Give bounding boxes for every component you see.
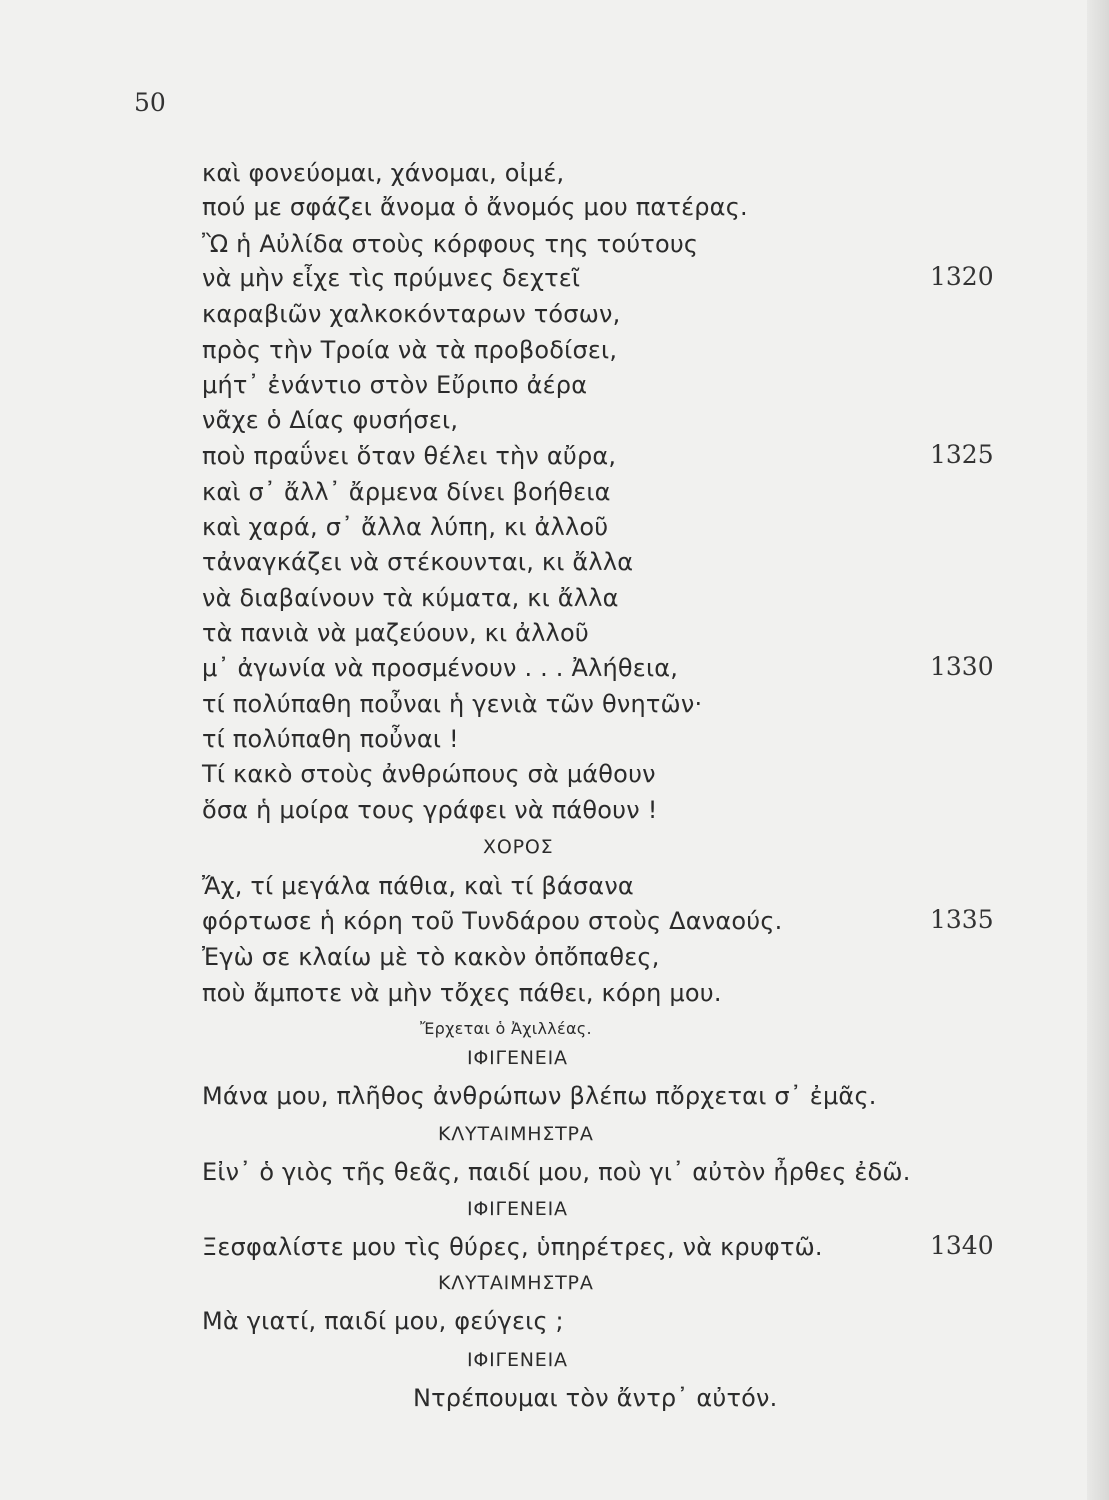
speaker-heading: ΚΛΥΤΑΙΜΗΣΤΡΑ (438, 1123, 594, 1145)
verse-line: μήτ᾿ ἐνάντιο στὸν Εὔριπο ἀέρα (202, 371, 588, 399)
line-number: 1340 (930, 1231, 994, 1260)
chorus-line: Ἐγὼ σε κλαίω μὲ τὸ κακὸν ὀπὄπαθες, (202, 943, 660, 971)
chorus-line: φόρτωσε ἡ κόρη τοῦ Τυνδάρου στοὺς Δαναούς. (202, 907, 783, 935)
speaker-heading: ΧΟΡΟΣ (483, 836, 554, 858)
line-number: 1320 (930, 262, 994, 291)
verse-line: καὶ χαρά, σ᾿ ἄλλα λύπη, κι ἀλλοῦ (202, 513, 609, 541)
chorus-line: ποὺ ἄμποτε νὰ μὴν τὄχες πάθει, κόρη μου. (202, 979, 722, 1007)
stage-direction: Ἔρχεται ὁ Ἀχιλλέας. (420, 1019, 592, 1038)
dialogue-line: Μὰ γιατί, παιδί μου, φεύγεις ; (202, 1307, 564, 1335)
chorus-line: Ἄχ, τί μεγάλα πάθια, καὶ τί βάσανα (202, 872, 634, 900)
verse-line: καὶ σ᾿ ἄλλ᾿ ἄρμενα δίνει βοήθεια (202, 478, 611, 506)
verse-line: καὶ φονεύομαι, χάνομαι, οἰμέ, (202, 159, 565, 187)
line-number: 1330 (930, 652, 994, 681)
speaker-heading: ΚΛΥΤΑΙΜΗΣΤΡΑ (438, 1272, 594, 1294)
dialogue-line: Ξεσφαλίστε μου τὶς θύρες, ὑπηρέτρες, νὰ κρυφτῶ. (202, 1233, 823, 1261)
verse-line: ποὺ πραΰνει ὅταν θέλει τὴν αὔρα, (202, 442, 617, 470)
dialogue-line: Εἰν᾿ ὁ γιὸς τῆς θεᾶς, παιδί μου, ποὺ γι᾿ αὐτὸν ἦρθες ἐδῶ. (202, 1158, 911, 1186)
verse-line: τὰ πανιὰ νὰ μαζεύουν, κι ἀλλοῦ (202, 619, 589, 647)
speaker-heading: ΙΦΙΓΕΝΕΙΑ (467, 1047, 568, 1069)
verse-line: τί πολύπαθη ποὖναι ἡ γενιὰ τῶν θνητῶν· (202, 690, 703, 718)
verse-line: τἀναγκάζει νὰ στέκουνται, κι ἄλλα (202, 548, 634, 576)
dialogue-line: Ντρέπουμαι τὸν ἄντρ᾿ αὐτόν. (413, 1384, 778, 1412)
verse-line: μ᾿ ἀγωνία νὰ προσμένουν . . . Ἀλήθεια, (202, 654, 679, 682)
verse-line: νὰ μὴν εἶχε τὶς πρύμνες δεχτεῖ (202, 264, 581, 292)
verse-line: νὰ διαβαίνουν τὰ κύματα, κι ἄλλα (202, 584, 619, 612)
line-number: 1335 (930, 905, 994, 934)
speaker-heading: ΙΦΙΓΕΝΕΙΑ (467, 1349, 568, 1371)
page-number: 50 (134, 88, 166, 117)
dialogue-line: Μάνα μου, πλῆθος ἀνθρώπων βλέπω πὄρχεται σ᾿ ἐμᾶς. (202, 1082, 877, 1110)
verse-line: ὅσα ἡ μοίρα τους γράφει νὰ πάθουν ! (202, 796, 658, 824)
verse-line: Ὢ ἡ Αὐλίδα στοὺς κόρφους της τούτους (202, 230, 699, 258)
verse-line: καραβιῶν χαλκοκόνταρων τόσων, (202, 300, 621, 328)
speaker-heading: ΙΦΙΓΕΝΕΙΑ (467, 1198, 568, 1220)
verse-line: Τί κακὸ στοὺς ἀνθρώπους σὰ μάθουν (202, 760, 656, 788)
verse-line: πρὸς τὴν Τροία νὰ τὰ προβοδίσει, (202, 336, 618, 364)
page-gutter-shadow (1087, 0, 1109, 1500)
verse-line: νᾶχε ὁ Δίας φυσήσει, (202, 406, 459, 434)
line-number: 1325 (930, 440, 994, 469)
verse-line: πού με σφάζει ἄνομα ὁ ἄνομός μου πατέρας. (202, 193, 748, 221)
verse-line: τί πολύπαθη ποὖναι ! (202, 725, 459, 753)
